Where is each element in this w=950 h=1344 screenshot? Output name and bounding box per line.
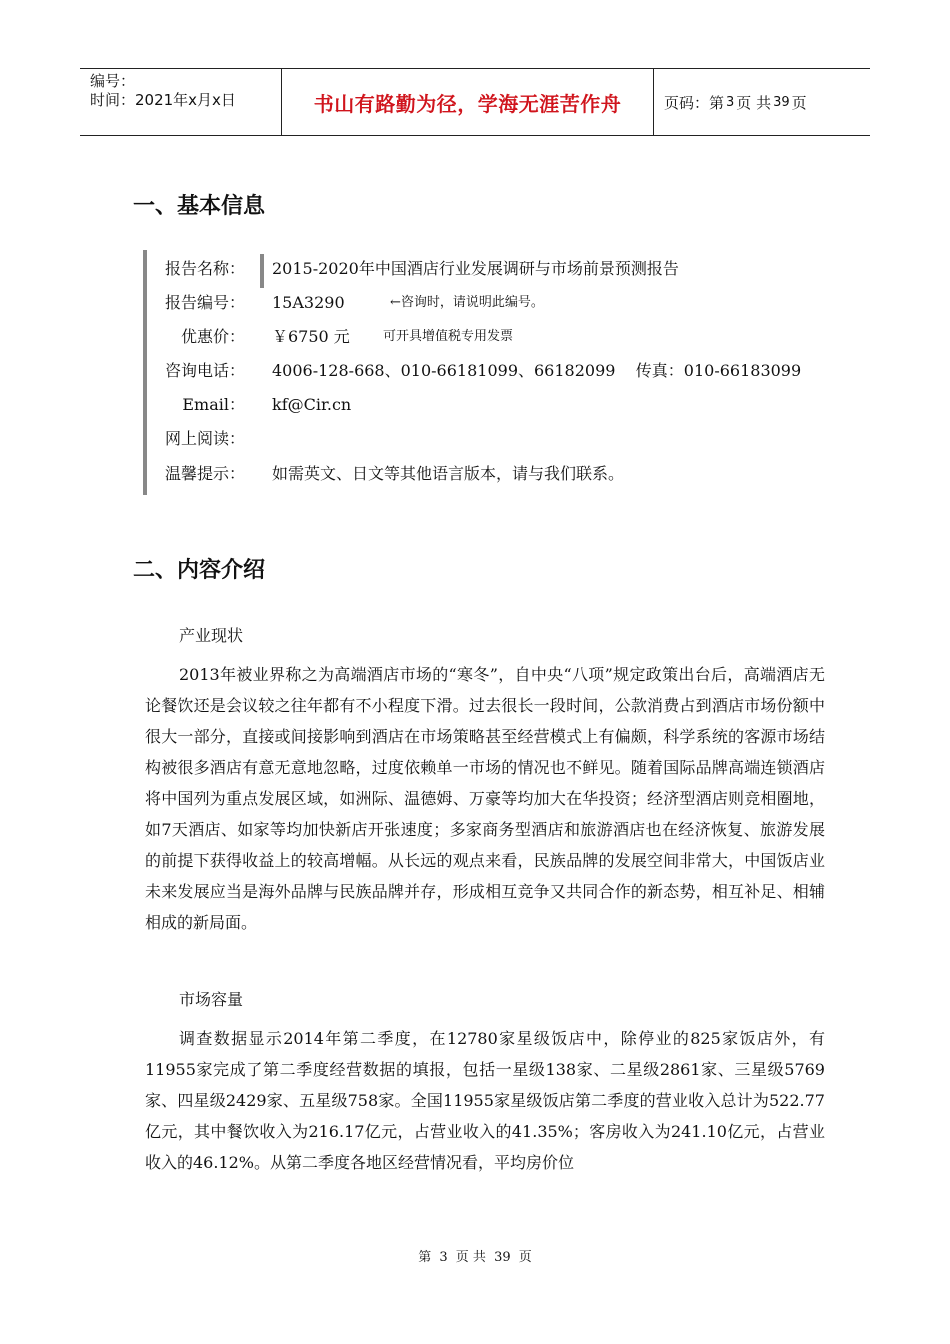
page-footer	[0, 1246, 950, 1265]
info-value: ￥6750 元	[272, 327, 350, 346]
info-label: 咨询电话：	[164, 361, 245, 380]
footer-total: 39	[494, 1250, 511, 1265]
info-label: 优惠价：	[180, 327, 245, 346]
subheading-industry-status: 产业现状	[179, 626, 244, 645]
section1-title: 一、基本信息	[133, 194, 266, 219]
header-meta-cell	[80, 69, 282, 135]
footer-suffix: 页	[518, 1250, 532, 1265]
paragraph-text: 2013年被业界称之为高端酒店市场的“寒冬”，自中央“八项”规定政策出台后，高端酒店无论餐饮还是会议较之往年都有不小程度下滑。过去很长一段时间，公款消费占到酒店市场份额中很大一部分，直接或间接影响到酒店在市场策略甚至经营模式上有偏颇，科学系统的客源市场结构被很多酒店有意无意地忽略，过度依赖单一市场的情况也不鲜见。随着国际品牌高端连锁酒店将中国列为重点发展区域，如洲际、温德姆、万豪等均加大在华投资；经济型酒店则竞相圈地，如7天酒店、如家等均加快新店开张速度；多家商务型酒店和旅游酒店也在经济恢复、旅游发展的前提下获得收益上的较高增幅。从长远的观点来看，民族品牌的发展空间非常大，中国饭店业未来发展应当是海外品牌与民族品牌并存，形成相互竞争又共同合作的新态势，相互补足、相辅相成的新局面。	[145, 665, 825, 932]
paragraph-text: 调查数据显示2014年第二季度，在12780家星级饭店中，除停业的825家饭店外，有11955家完成了第二季度经营数据的填报，包括一星级138家、二星级2861家、三星级5769家、四星级2429家、五星级758家。全国11955家星级饭店第二季度的营业收入总计为522.77亿元，其中餐饮收入为216.17亿元，占营业收入的41.35%；客房收入为241.10亿元，占营业收入的46.12%。从第二季度各地区经营情况看，平均房价位	[145, 1029, 825, 1172]
footer-mid: 页 共	[455, 1250, 486, 1265]
basic-info-box	[143, 250, 847, 495]
info-label: 报告名称：	[164, 259, 245, 278]
email-link[interactable]: kf@Cir.cn	[272, 395, 352, 414]
header-page-info	[654, 69, 870, 135]
header-time-label: 时间：2021年x月x日	[90, 91, 236, 109]
report-name-marker	[260, 254, 264, 288]
header-table	[80, 68, 870, 136]
footer-current: 3	[439, 1250, 448, 1265]
header-number-label: 编号：	[90, 72, 136, 90]
info-note: ←咨询时，请说明此编号。	[390, 295, 544, 310]
paragraph-industry-status	[145, 659, 825, 938]
info-value: 2015-2020年中国酒店行业发展调研与市场前景预测报告	[272, 259, 679, 278]
paragraph-market-capacity	[145, 1023, 825, 1178]
info-label: 网上阅读：	[164, 429, 245, 448]
info-label: 报告编号：	[164, 293, 245, 312]
header-motto: 书山有路勤为径，学海无涯苦作舟	[282, 69, 654, 135]
section2-title: 二、内容介绍	[133, 558, 266, 583]
header-page-total: 39	[773, 94, 790, 110]
info-value: 15A3290	[272, 293, 345, 312]
info-label: 温馨提示：	[164, 464, 245, 483]
info-label: Email：	[182, 395, 245, 414]
subheading-market-capacity: 市场容量	[179, 990, 244, 1009]
header-page-suffix: 页	[791, 93, 807, 112]
header-page-current: 3	[726, 94, 735, 110]
header-page-mid: 页 共	[736, 93, 772, 112]
info-value: 如需英文、日文等其他语言版本，请与我们联系。	[272, 464, 625, 483]
info-value: 4006-128-668、010-66181099、66182099 传真：010-66183099	[272, 361, 802, 380]
footer-prefix: 第	[418, 1250, 432, 1265]
header-page-prefix: 页码：第	[664, 93, 725, 112]
info-note: 可开具增值税专用发票	[383, 329, 514, 344]
